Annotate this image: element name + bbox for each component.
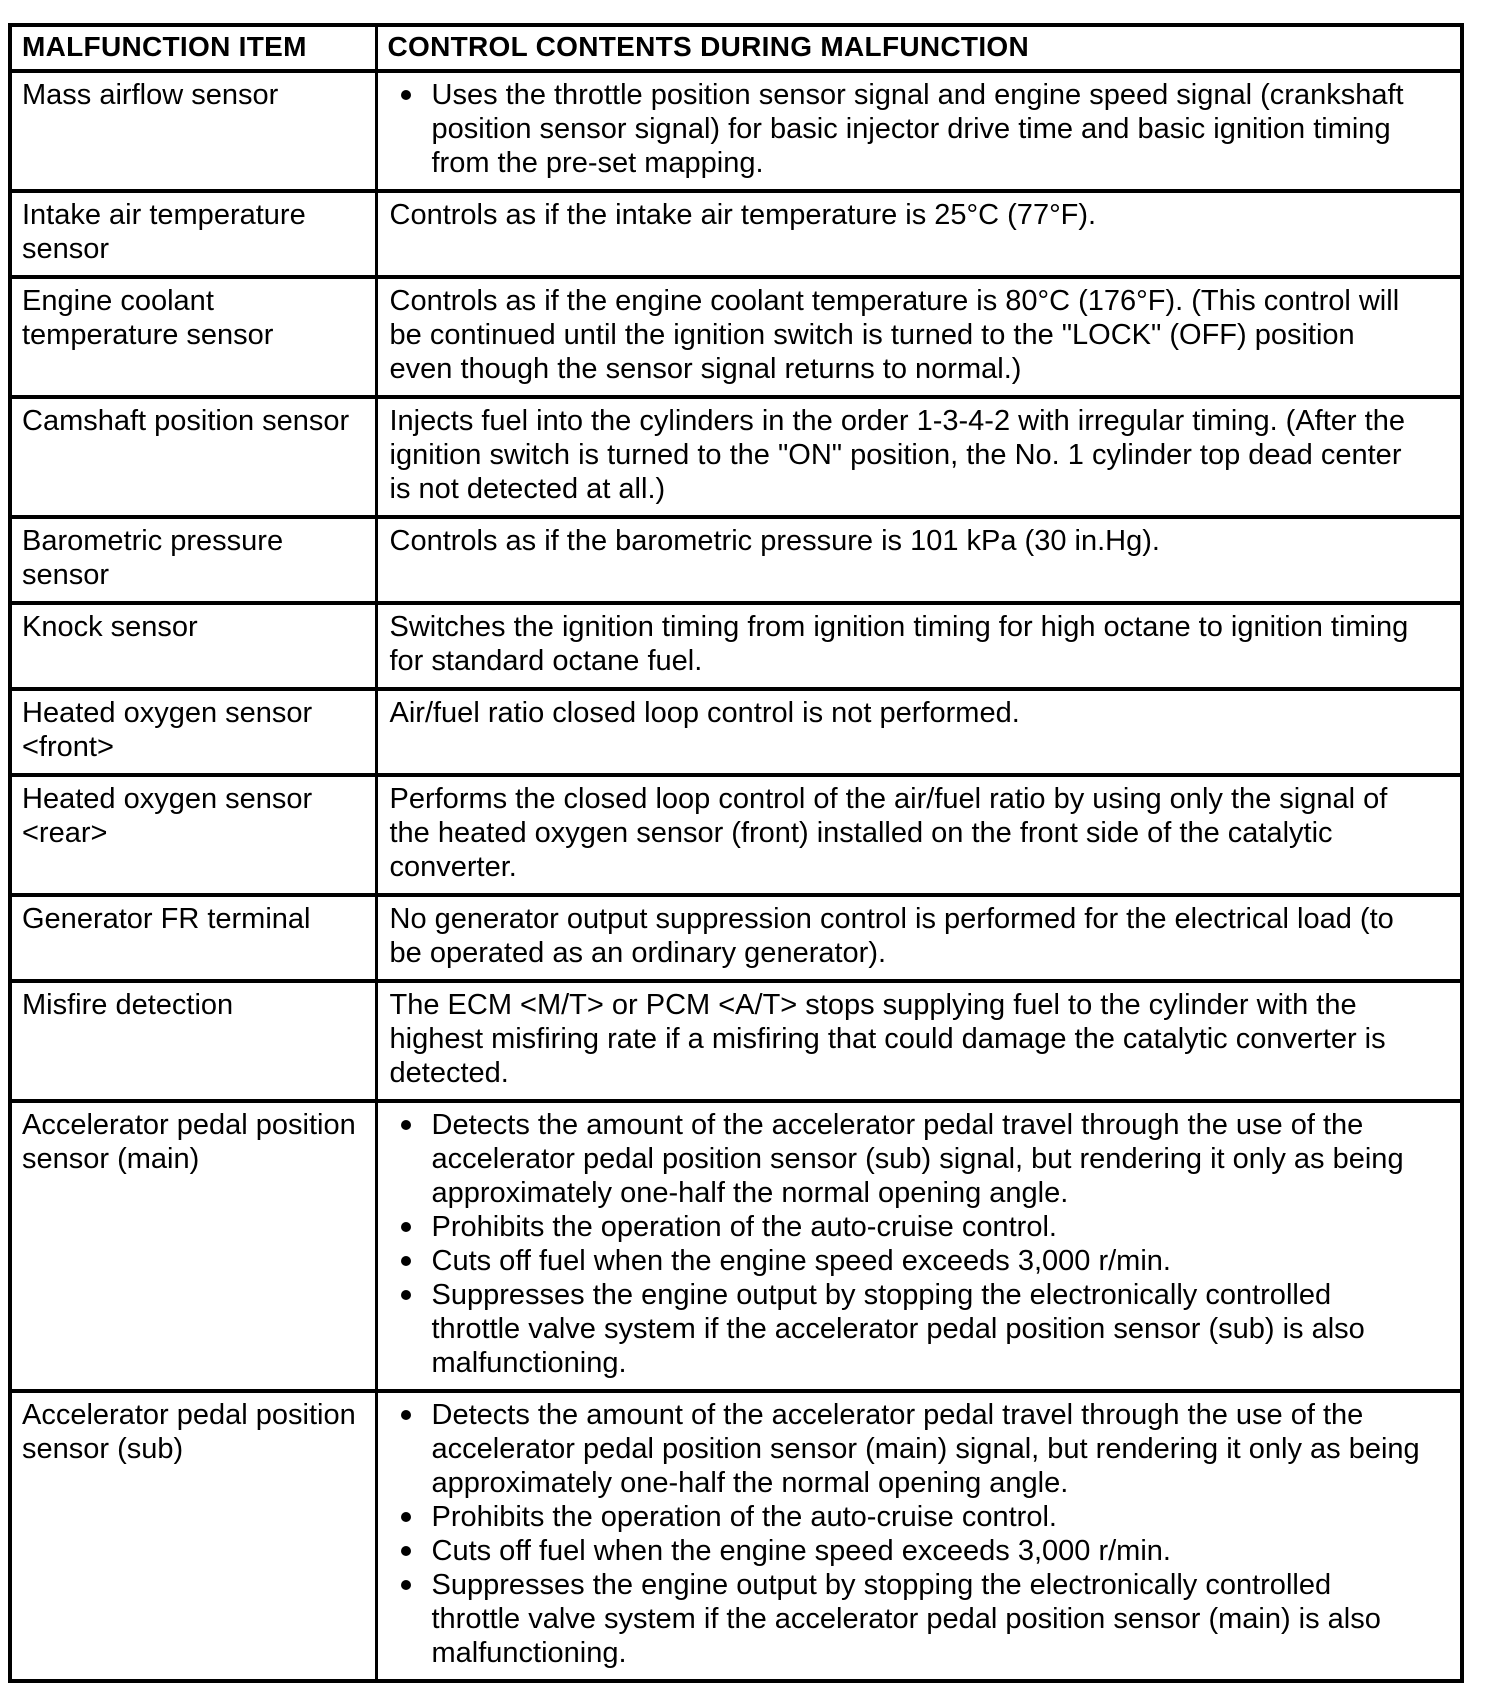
malfunction-item-cell <box>10 603 376 689</box>
control-text: Injects fuel into the cylinders in the order 1-3-4-2 with irregular timing. (After the ignition switch is turned to the "ON" position, the No. 1 cylinder top dead center is not detected at all.) <box>389 405 1405 505</box>
control-contents-cell <box>376 775 1462 895</box>
control-text: Switches the ignition timing from ignition timing for high octane to ignition timing for standard octane fuel. <box>389 611 1409 677</box>
malfunction-item-label: Barometric pressure sensor <box>22 525 284 591</box>
bullet-item: Detects the amount of the accelerator pedal travel through the use of the accelerator pedal position sensor (sub) signal, but rendering it only as being approximately one-half the normal opening angle. <box>432 1108 1427 1210</box>
table-row <box>10 191 1462 277</box>
control-contents-cell <box>376 191 1462 277</box>
malfunction-item-cell <box>10 517 376 603</box>
malfunction-item-label: Knock sensor <box>22 611 198 643</box>
table-row <box>10 603 1462 689</box>
control-contents-cell <box>376 981 1462 1101</box>
table-row <box>10 689 1462 775</box>
table-row <box>10 71 1462 191</box>
malfunction-item-cell <box>10 1101 376 1391</box>
malfunction-item-label: Generator FR terminal <box>22 903 311 935</box>
control-contents-cell <box>376 1101 1462 1391</box>
bullet-item: Detects the amount of the accelerator pedal travel through the use of the accelerator pedal position sensor (main) signal, but rendering it only as being approximately one-half the normal opening angle. <box>432 1398 1427 1500</box>
malfunction-item-cell <box>10 775 376 895</box>
control-contents-cell <box>376 277 1462 397</box>
control-text: The ECM <M/T> or PCM <A/T> stops supplying fuel to the cylinder with the highest misfiring rate if a misfiring that could damage the catalytic converter is detected. <box>389 989 1386 1089</box>
table-row <box>10 981 1462 1101</box>
control-text: Controls as if the intake air temperature is 25°C (77°F). <box>389 199 1097 231</box>
malfunction-item-label: Accelerator pedal position sensor (main) <box>22 1109 356 1175</box>
bullet-item: Cuts off fuel when the engine speed exceeds 3,000 r/min. <box>432 1534 1427 1568</box>
malfunction-item-label: Misfire detection <box>22 989 234 1021</box>
control-contents-cell <box>376 689 1462 775</box>
malfunction-table <box>8 23 1464 1683</box>
bullet-item: Suppresses the engine output by stopping the electronically controlled throttle valve system if the accelerator pedal position sensor (main) is also malfunctioning. <box>432 1568 1427 1670</box>
bullet-item: Prohibits the operation of the auto-cruise control. <box>432 1210 1427 1244</box>
control-text: Controls as if the engine coolant temperature is 80°C (176°F). (This control will be continued until the ignition switch is turned to the "LOCK" (OFF) position even though the sensor signal returns to normal.) <box>389 285 1400 385</box>
malfunction-item-label: Intake air temperature sensor <box>22 199 306 265</box>
malfunction-item-cell <box>10 191 376 277</box>
control-text: No generator output suppression control is performed for the electrical load (to be operated as an ordinary generator). <box>389 903 1394 969</box>
control-contents-cell <box>376 603 1462 689</box>
table-row <box>10 775 1462 895</box>
bullet-list <box>390 1108 1427 1380</box>
bullet-item: Uses the throttle position sensor signal and engine speed signal (crankshaft position sensor signal) for basic injector drive time and basic ignition timing from the pre-set mapping. <box>432 78 1427 180</box>
table-header-row <box>10 25 1462 71</box>
malfunction-item-cell <box>10 277 376 397</box>
table-row <box>10 895 1462 981</box>
bullet-item: Cuts off fuel when the engine speed exceeds 3,000 r/min. <box>432 1244 1427 1278</box>
control-text: Controls as if the barometric pressure is 101 kPa (30 in.Hg). <box>389 525 1160 557</box>
header-malfunction-item: MALFUNCTION ITEM <box>10 25 376 71</box>
control-contents-cell <box>376 517 1462 603</box>
control-contents-cell <box>376 397 1462 517</box>
malfunction-item-label: Mass airflow sensor <box>22 79 279 111</box>
malfunction-item-cell <box>10 1391 376 1681</box>
malfunction-item-label: Heated oxygen sensor <rear> <box>22 783 313 849</box>
malfunction-item-label: Camshaft position sensor <box>22 405 350 437</box>
bullet-item: Prohibits the operation of the auto-cruise control. <box>432 1500 1427 1534</box>
table-row <box>10 517 1462 603</box>
bullet-list <box>390 1398 1427 1670</box>
malfunction-item-cell <box>10 895 376 981</box>
control-text: Air/fuel ratio closed loop control is not performed. <box>389 697 1020 729</box>
table-row <box>10 1101 1462 1391</box>
bullet-list <box>390 78 1427 180</box>
malfunction-item-cell <box>10 981 376 1101</box>
table-body <box>10 71 1462 1681</box>
malfunction-item-cell <box>10 397 376 517</box>
table-row <box>10 1391 1462 1681</box>
bullet-item: Suppresses the engine output by stopping the electronically controlled throttle valve system if the accelerator pedal position sensor (sub) is also malfunctioning. <box>432 1278 1427 1380</box>
control-text: Performs the closed loop control of the air/fuel ratio by using only the signal of the heated oxygen sensor (front) installed on the front side of the catalytic converter. <box>389 783 1388 883</box>
malfunction-item-label: Heated oxygen sensor <front> <box>22 697 313 763</box>
table-row <box>10 397 1462 517</box>
malfunction-item-label: Engine coolant temperature sensor <box>22 285 274 351</box>
control-contents-cell <box>376 71 1462 191</box>
malfunction-item-label: Accelerator pedal position sensor (sub) <box>22 1399 356 1465</box>
table-row <box>10 277 1462 397</box>
header-control-contents: CONTROL CONTENTS DURING MALFUNCTION <box>376 25 1462 71</box>
control-contents-cell <box>376 895 1462 981</box>
malfunction-item-cell <box>10 689 376 775</box>
control-contents-cell <box>376 1391 1462 1681</box>
malfunction-item-cell <box>10 71 376 191</box>
